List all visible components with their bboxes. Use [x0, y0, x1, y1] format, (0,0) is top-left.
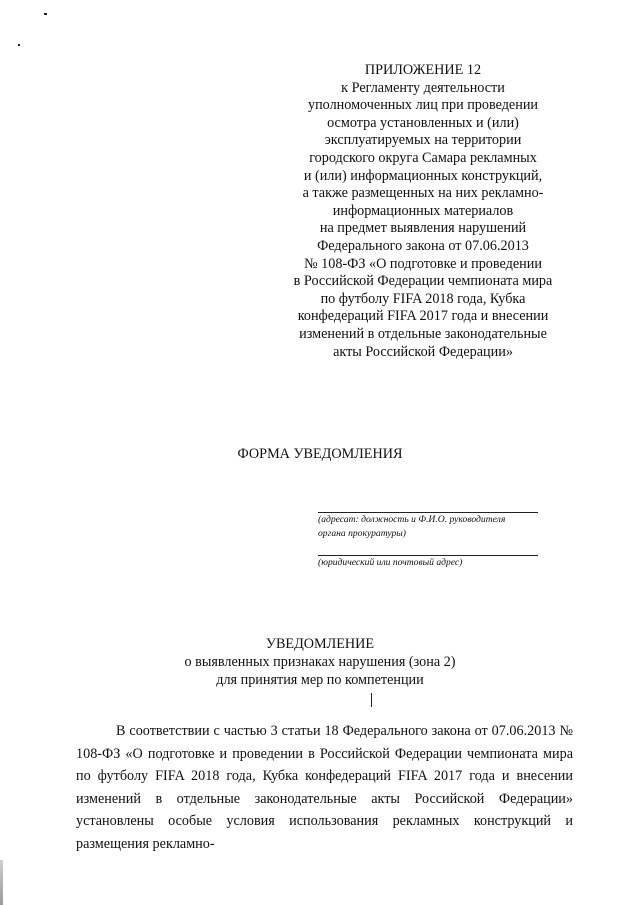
notice-subtitle: о выявленных признаках нарушения (зона 2) [184, 654, 456, 670]
appendix-line: Федерального закона от 07.06.2013 [317, 237, 529, 254]
body-paragraph: В соответствии с частью 3 статьи 18 Федерального закона от 07.06.2013 № 108-ФЗ «О подготовке и проведении в Российской Федерации чемпионата мира по футболу FIFA 2018 года, Кубка конфедераций FIFA 2017 года и внесении изменений в отдельные законодательные акты Российской Федерации» установлены особые условия использования рекламных конструкций и размещения рекламно- [76, 723, 573, 852]
appendix-heading: ПРИЛОЖЕНИЕ 12 [364, 62, 482, 78]
addressee-caption-continued: органа прокуратуры) [318, 528, 407, 539]
notice-title: УВЕДОМЛЕНИЕ [265, 636, 375, 652]
appendix-line: а также размещенных на них рекламно- [302, 185, 544, 202]
appendix-line: по футболу FIFA 2018 года, Кубка [320, 290, 526, 307]
appendix-line: информационных материалов [332, 202, 514, 219]
appendix-line: акты Российской Федерации» [333, 343, 513, 360]
appendix-line: на предмет выявления нарушений [319, 220, 527, 237]
text-cursor-mark [371, 693, 372, 707]
appendix-line: эксплуатируемых на территории [324, 132, 522, 149]
appendix-line: уполномоченных лиц при проведении [307, 97, 539, 114]
scan-mark [44, 13, 47, 15]
notice-subtitle-continued: для принятия мер по компетенции [216, 672, 424, 688]
appendix-line: городского округа Самара рекламных [309, 149, 537, 166]
appendix-line: конфедераций FIFA 2017 года и внесении [297, 308, 549, 325]
appendix-line: к Регламенту деятельности [341, 79, 505, 96]
appendix-line: в Российской Федерации чемпионата мира [293, 273, 553, 290]
scan-mark [18, 44, 20, 46]
body-text [76, 720, 573, 855]
appendix-line: изменений в отдельные законодательные [299, 325, 547, 342]
addressee-caption: (адресат: должность и Ф.И.О. руководителя [318, 514, 506, 525]
address-caption: (юридический или почтовый адрес) [318, 557, 463, 568]
appendix-line: осмотра установленных и (или) [327, 114, 519, 131]
appendix-line: и (или) информационных конструкций, [303, 167, 543, 184]
form-title: ФОРМА УВЕДОМЛЕНИЯ [237, 446, 403, 462]
scan-edge [0, 860, 3, 905]
notice-heading-block [140, 635, 500, 689]
address-field [318, 555, 538, 570]
appendix-line: № 108-ФЗ «О подготовке и проведении [304, 255, 542, 272]
appendix-block [268, 62, 578, 361]
addressee-field [318, 512, 538, 541]
